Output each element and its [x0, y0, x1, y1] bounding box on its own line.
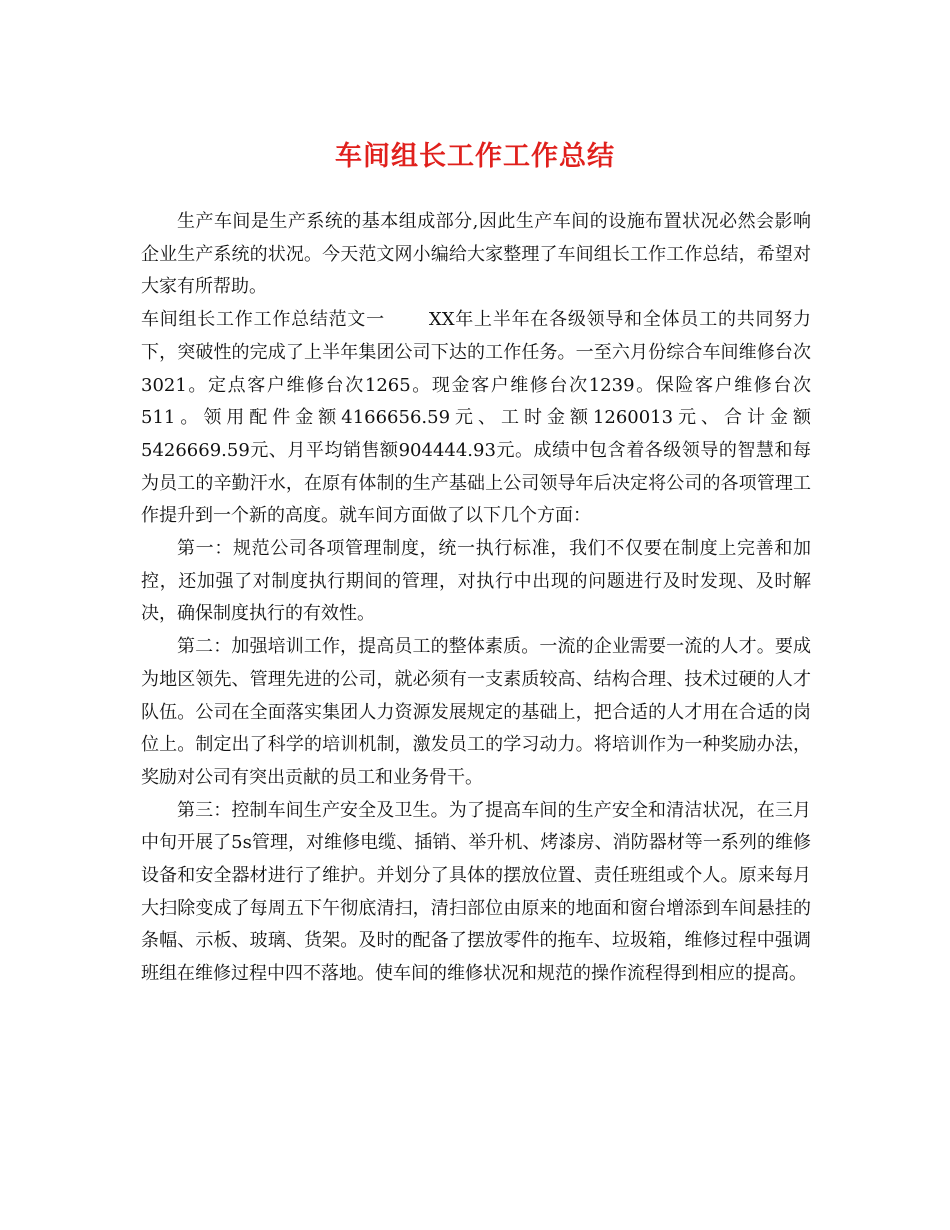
intro-paragraph: 生产车间是生产系统的基本组成部分,因此生产车间的设施布置状况必然会影响企业生产系统的状况。今天范文网小编给大家整理了车间组长工作工作总结，希望对大家有所帮助。	[141, 211, 811, 298]
sample-body: XX年上半年在各级领导和全体员工的共同努力下，突破性的完成了上半年集团公司下达的工作任务。一至六月份综合车间维修台次3021。定点客户维修台次1265。现金客户维修台次1239。保险客户维修台次511。领用配件金额4166656.59元、工时金额1260013元、合计金额5426669.59元、月平均销售额904444.93元。成绩中包含着各级领导的智慧和每为员工的辛勤汗水，在原有体制的生产基础上公司领导年后决定将公司的各项管理工作提升到一个新的高度。就车间方面做了以下几个方面：	[141, 309, 811, 527]
document-body	[141, 206, 811, 991]
point-one-paragraph: 第一：规范公司各项管理制度，统一执行标准，我们不仅要在制度上完善和加控，还加强了对制度执行期间的管理，对执行中出现的问题进行及时发现、及时解决，确保制度执行的有效性。	[141, 538, 811, 625]
point-three-paragraph: 第三：控制车间生产安全及卫生。为了提高车间的生产安全和清洁状况，在三月中旬开展了5s管理，对维修电缆、插销、举升机、烤漆房、消防器材等一系列的维修设备和安全器材进行了维护。并划分了具体的摆放位置、责任班组或个人。原来每月大扫除变成了每周五下午彻底清扫，清扫部位由原来的地面和窗台增添到车间悬挂的条幅、示板、玻璃、货架。及时的配备了摆放零件的拖车、垃圾箱，维修过程中强调班组在维修过程中四不落地。使车间的维修状况和规范的操作流程得到相应的提高。	[141, 799, 811, 985]
sample-heading: 车间组长工作工作总结范文一	[141, 309, 385, 331]
sample-paragraph	[141, 304, 811, 533]
point-two-paragraph: 第二：加强培训工作，提高员工的整体素质。一流的企业需要一流的人才。要成为地区领先、管理先进的公司，就必须有一支素质较高、结构合理、技术过硬的人才队伍。公司在全面落实集团人力资源发展规定的基础上，把合适的人才用在合适的岗位上。制定出了科学的培训机制，激发员工的学习动力。将培训作为一种奖励办法，奖励对公司有突出贡献的员工和业务骨干。	[141, 636, 811, 788]
document-title: 车间组长工作工作总结	[335, 141, 615, 172]
